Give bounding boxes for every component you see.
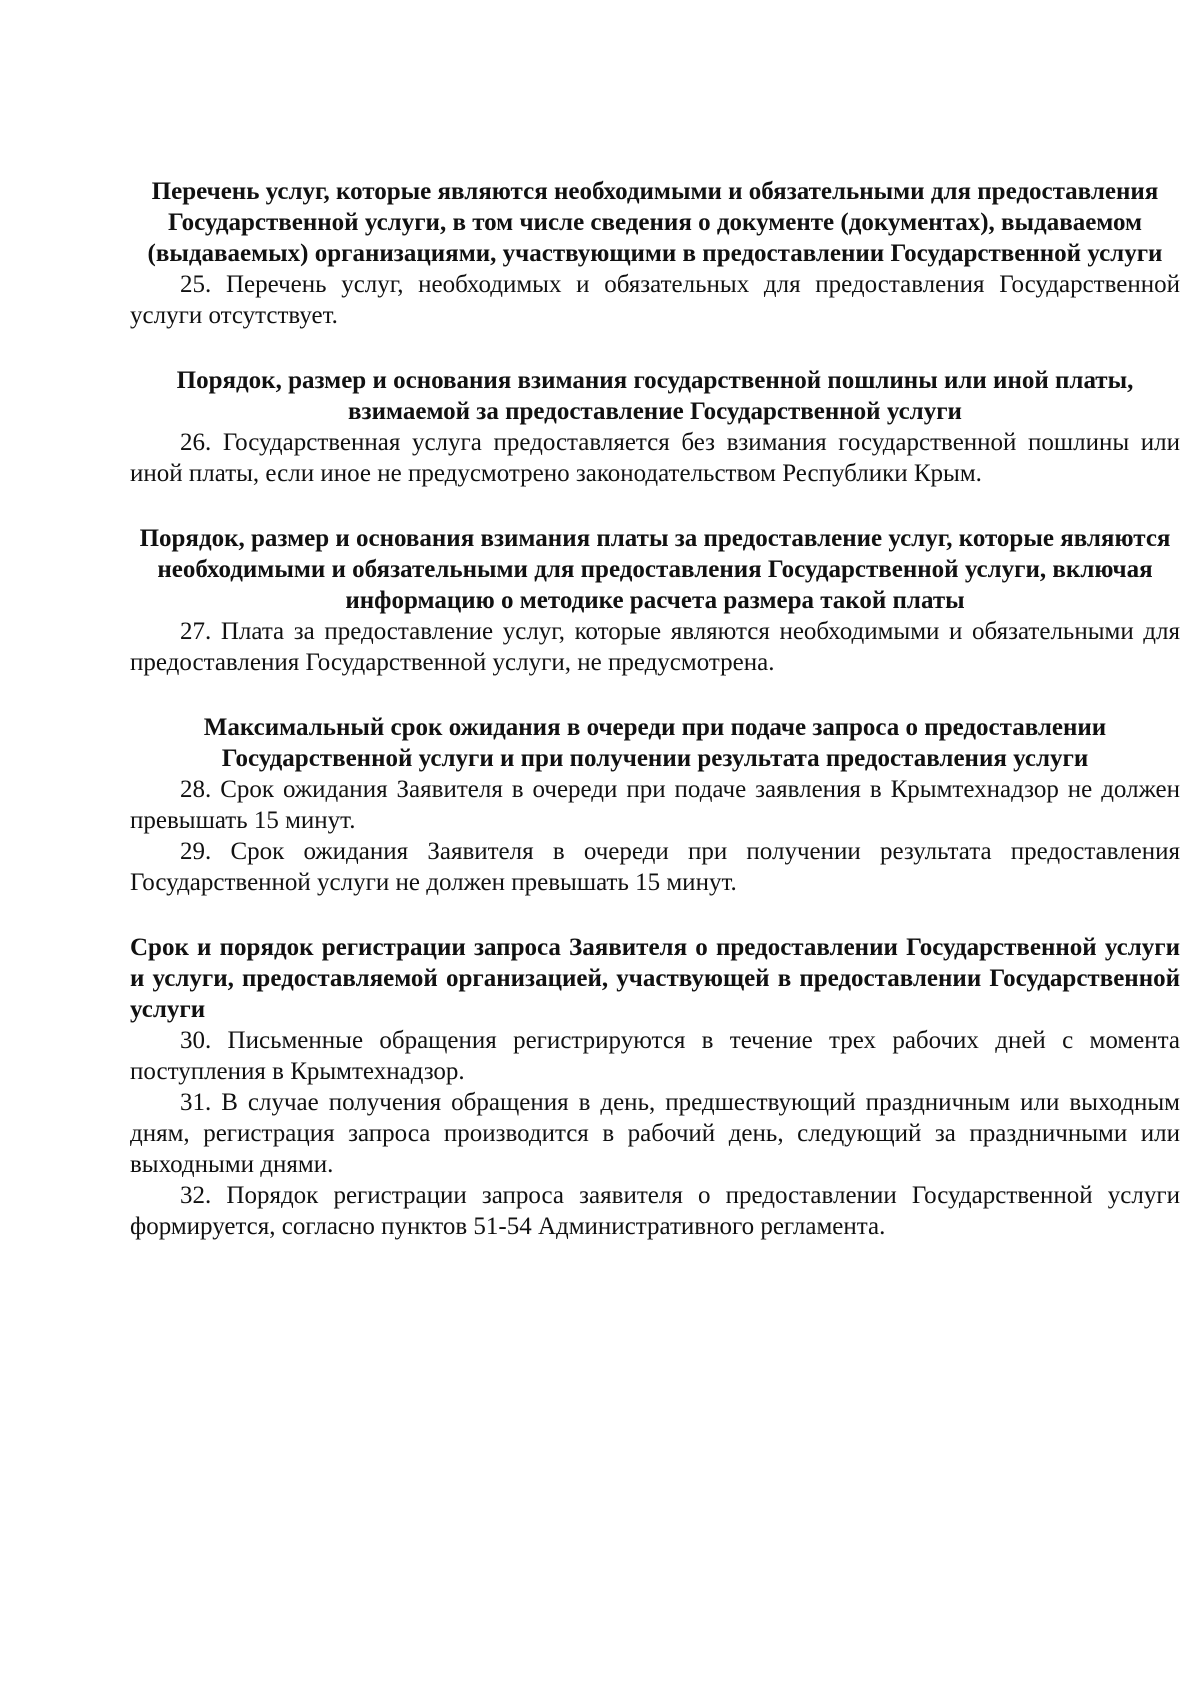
paragraph-26: 26. Государственная услуга предоставляется без взимания государственной пошлины или иной платы, если иное не предусмотрено законодательством Республики Крым. <box>130 429 1180 487</box>
paragraph-25: 25. Перечень услуг, необходимых и обязательных для предоставления Государственной услуги отсутствует. <box>130 271 1180 329</box>
paragraph-28: 28. Срок ожидания Заявителя в очереди при подаче заявления в Крымтехнадзор не должен превышать 15 минут. <box>130 776 1180 834</box>
section-state-fee <box>130 365 1180 489</box>
document-body <box>130 176 1180 1242</box>
section-queue-time <box>130 712 1180 898</box>
paragraph-32: 32. Порядок регистрации запроса заявителя о предоставлении Государственной услуги формируется, согласно пунктов 51-54 Административного регламента. <box>130 1182 1180 1240</box>
paragraph-31: 31. В случае получения обращения в день, предшествующий праздничным или выходным дням, регистрация запроса производится в рабочий день, следующий за праздничными или выходными днями. <box>130 1089 1180 1178</box>
section-heading: Срок и порядок регистрации запроса Заявителя о предоставлении Государственной услуги и услуги, предоставляемой организацией, участвующей в предоставлении Государственной услуги <box>130 934 1180 1023</box>
section-heading: Перечень услуг, которые являются необходимыми и обязательными для предоставления Государственной услуги, в том числе сведения о документе (документах), выдаваемом (выдаваемых) организациями, участвующими в предоставлении Государственной услуги <box>147 178 1163 267</box>
section-heading: Максимальный срок ожидания в очереди при подаче запроса о предоставлении Государственной услуги и при получении результата предоставления услуги <box>203 714 1107 772</box>
paragraph-30: 30. Письменные обращения регистрируются в течение трех рабочих дней с момента поступления в Крымтехнадзор. <box>130 1027 1180 1085</box>
paragraph-29: 29. Срок ожидания Заявителя в очереди при получении результата предоставления Государственной услуги не должен превышать 15 минут. <box>130 838 1180 896</box>
section-heading: Порядок, размер и основания взимания платы за предоставление услуг, которые являются необходимыми и обязательными для предоставления Государственной услуги, включая информацию о методике расчета размера такой платы <box>139 525 1171 614</box>
section-service-fee <box>130 523 1180 678</box>
section-heading: Порядок, размер и основания взимания государственной пошлины или иной платы, взимаемой за предоставление Государственной услуги <box>176 367 1134 425</box>
paragraph-27: 27. Плата за предоставление услуг, которые являются необходимыми и обязательными для предоставления Государственной услуги, не предусмотрена. <box>130 618 1180 676</box>
section-required-services <box>130 176 1180 331</box>
section-registration <box>130 932 1180 1242</box>
